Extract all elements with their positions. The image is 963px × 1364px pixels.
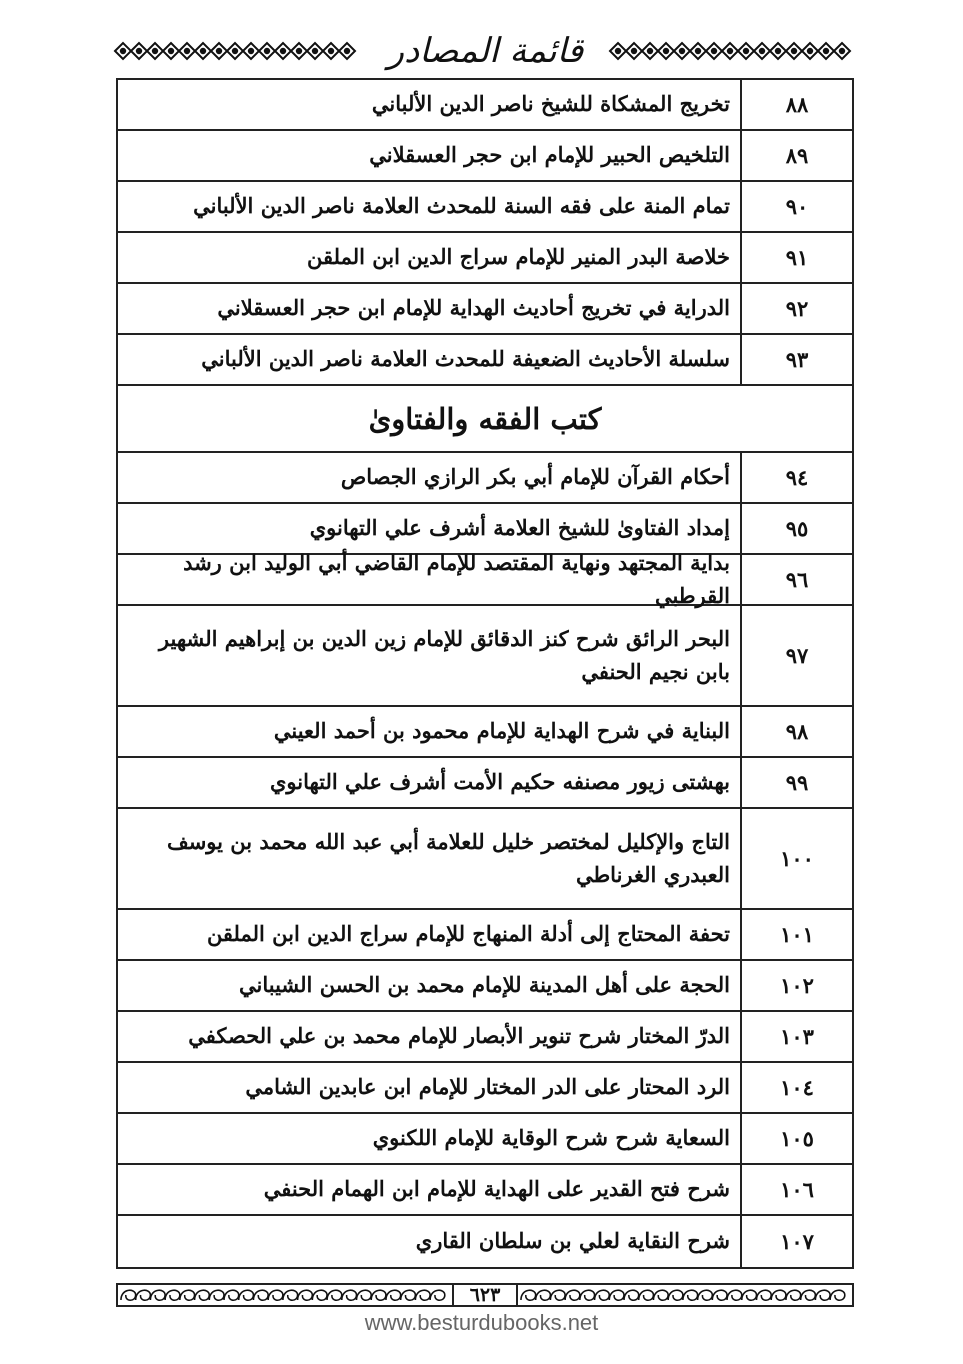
source-title (118, 910, 742, 959)
page-header (113, 26, 858, 76)
ornament-band-left (113, 41, 363, 61)
source-title-line: الرد المحتار على الدر المختار للإمام ابن عابدين الشامي (245, 1074, 730, 1100)
table-row (118, 961, 852, 1012)
footer-ornament-left (118, 1285, 452, 1305)
table-row (118, 1114, 852, 1165)
source-title-line: الدراية في تخريج أحاديث الهداية للإمام ابن حجر العسقلاني (217, 295, 730, 321)
entry-number: ١٠٣ (780, 1024, 814, 1049)
table-row (118, 707, 852, 758)
source-title-line: بداية المجتهد ونهاية المقتصد للإمام القاضي أبي الوليد ابن رشد القرطبي (183, 549, 730, 608)
source-title-line: بابن نجيم الحنفي (581, 658, 730, 684)
table-row (118, 131, 852, 182)
section-heading-row (118, 386, 852, 453)
source-title-line: أحكام القرآن للإمام أبي بكر الرازي الجصاص (340, 464, 730, 490)
watermark-url: www.besturdubooks.net (364, 1310, 599, 1335)
source-title-line: شرح النقاية لعلي بن سلطان القاري (415, 1228, 730, 1254)
entry-number: ٩٧ (785, 643, 809, 668)
entry-number: ٨٩ (785, 143, 809, 168)
source-title (118, 707, 742, 756)
source-title (118, 961, 742, 1010)
source-title (118, 284, 742, 333)
source-title (118, 1114, 742, 1163)
source-title (118, 131, 742, 180)
table-row (118, 182, 852, 233)
source-title-line: تمام المنة على فقه السنة للمحدث العلامة ناصر الدين الألباني (193, 193, 730, 219)
entry-number: ١٠١ (780, 922, 814, 947)
source-title-line: العبدري الغرناطي (575, 861, 730, 887)
entry-number: ٩٦ (785, 567, 809, 592)
sources-table (116, 78, 854, 1269)
source-title (118, 80, 742, 129)
source-title (118, 335, 742, 384)
source-title (118, 453, 742, 502)
entry-number: ٩٢ (785, 296, 809, 321)
source-title (118, 1216, 742, 1267)
source-title-line: خلاصة البدر المنير للإمام سراج الدين ابن الملقن (307, 244, 730, 270)
table-row (118, 80, 852, 131)
page-number: ٦٢٣ (452, 1285, 519, 1305)
entry-number: ١٠٥ (780, 1126, 814, 1151)
entry-number: ١٠٢ (780, 973, 814, 998)
entry-number: ٩٩ (785, 770, 809, 795)
section-heading: كتب الفقه والفتاوىٰ (368, 401, 602, 436)
source-title-line: البحر الرائق شرح كنز الدقائق للإمام زين الدين بن إبراهيم الشهير (158, 625, 730, 651)
source-title-line: الحجة على أهل المدينة للإمام محمد بن الحسن الشيباني (239, 972, 730, 998)
source-title (118, 233, 742, 282)
source-title (118, 606, 742, 705)
source-title (118, 549, 742, 608)
source-title (118, 1063, 742, 1112)
ornament-band-right (608, 41, 858, 61)
source-title (118, 758, 742, 807)
table-row (118, 910, 852, 961)
table-row (118, 284, 852, 335)
source-title-line: تخريج المشكاة للشيخ ناصر الدين الألباني (371, 91, 730, 117)
source-title-line: شرح فتح القدير على الهداية للإمام ابن الهمام الحنفي (263, 1176, 730, 1202)
page-footer (116, 1283, 854, 1307)
footer-ornament-right (518, 1285, 852, 1305)
source-title-line: بهشتی زيور مصنفه حكيم الأمت أشرف علي التهانوي (269, 769, 730, 795)
source-title-line: سلسلة الأحاديث الضعيفة للمحدث العلامة ناصر الدين الألباني (201, 346, 730, 372)
entry-number: ٨٨ (785, 92, 809, 117)
table-row (118, 335, 852, 386)
source-title-line: إمداد الفتاوىٰ للشيخ العلامة أشرف علي التهانوي (309, 515, 730, 541)
entry-number: ٩٤ (785, 465, 809, 490)
source-title (118, 809, 742, 908)
table-row (118, 1012, 852, 1063)
entry-number: ٩٣ (785, 347, 809, 372)
entry-number: ٩٥ (785, 516, 809, 541)
source-title-line: التلخيص الحبير للإمام ابن حجر العسقلاني (369, 142, 730, 168)
source-title-line: السعاية شرح شرح الوقاية للإمام اللكنوي (372, 1125, 730, 1151)
entry-number: ٩١ (785, 245, 809, 270)
table-row (118, 809, 852, 910)
source-title-line: البناية في شرح الهداية للإمام محمود بن أحمد العيني (273, 718, 730, 744)
source-title (118, 504, 742, 553)
table-row (118, 549, 852, 608)
source-title (118, 1165, 742, 1214)
page-title: قائمة المصادر (387, 31, 584, 71)
entry-number: ١٠٤ (780, 1075, 814, 1100)
table-row (118, 1216, 852, 1267)
source-title (118, 182, 742, 231)
source-title (118, 1012, 742, 1061)
entry-number: ١٠٦ (780, 1177, 814, 1202)
table-row (118, 758, 852, 809)
entry-number: ١٠٠ (780, 846, 814, 871)
table-row (118, 453, 852, 504)
table-row (118, 1165, 852, 1216)
entry-number: ٩٨ (785, 719, 809, 744)
table-row (118, 606, 852, 707)
table-row (118, 233, 852, 284)
table-row (118, 1063, 852, 1114)
entry-number: ٩٠ (785, 194, 809, 219)
entry-number: ١٠٧ (780, 1229, 814, 1254)
source-title-line: الدرّ المختار شرح تنوير الأبصار للإمام محمد بن علي الحصكفي (188, 1023, 730, 1049)
source-title-line: التاج والإكليل لمختصر خليل للعلامة أبي عبد الله محمد بن يوسف (166, 828, 730, 854)
source-title-line: تحفة المحتاج إلى أدلة المنهاج للإمام سراج الدين ابن الملقن (206, 921, 730, 947)
